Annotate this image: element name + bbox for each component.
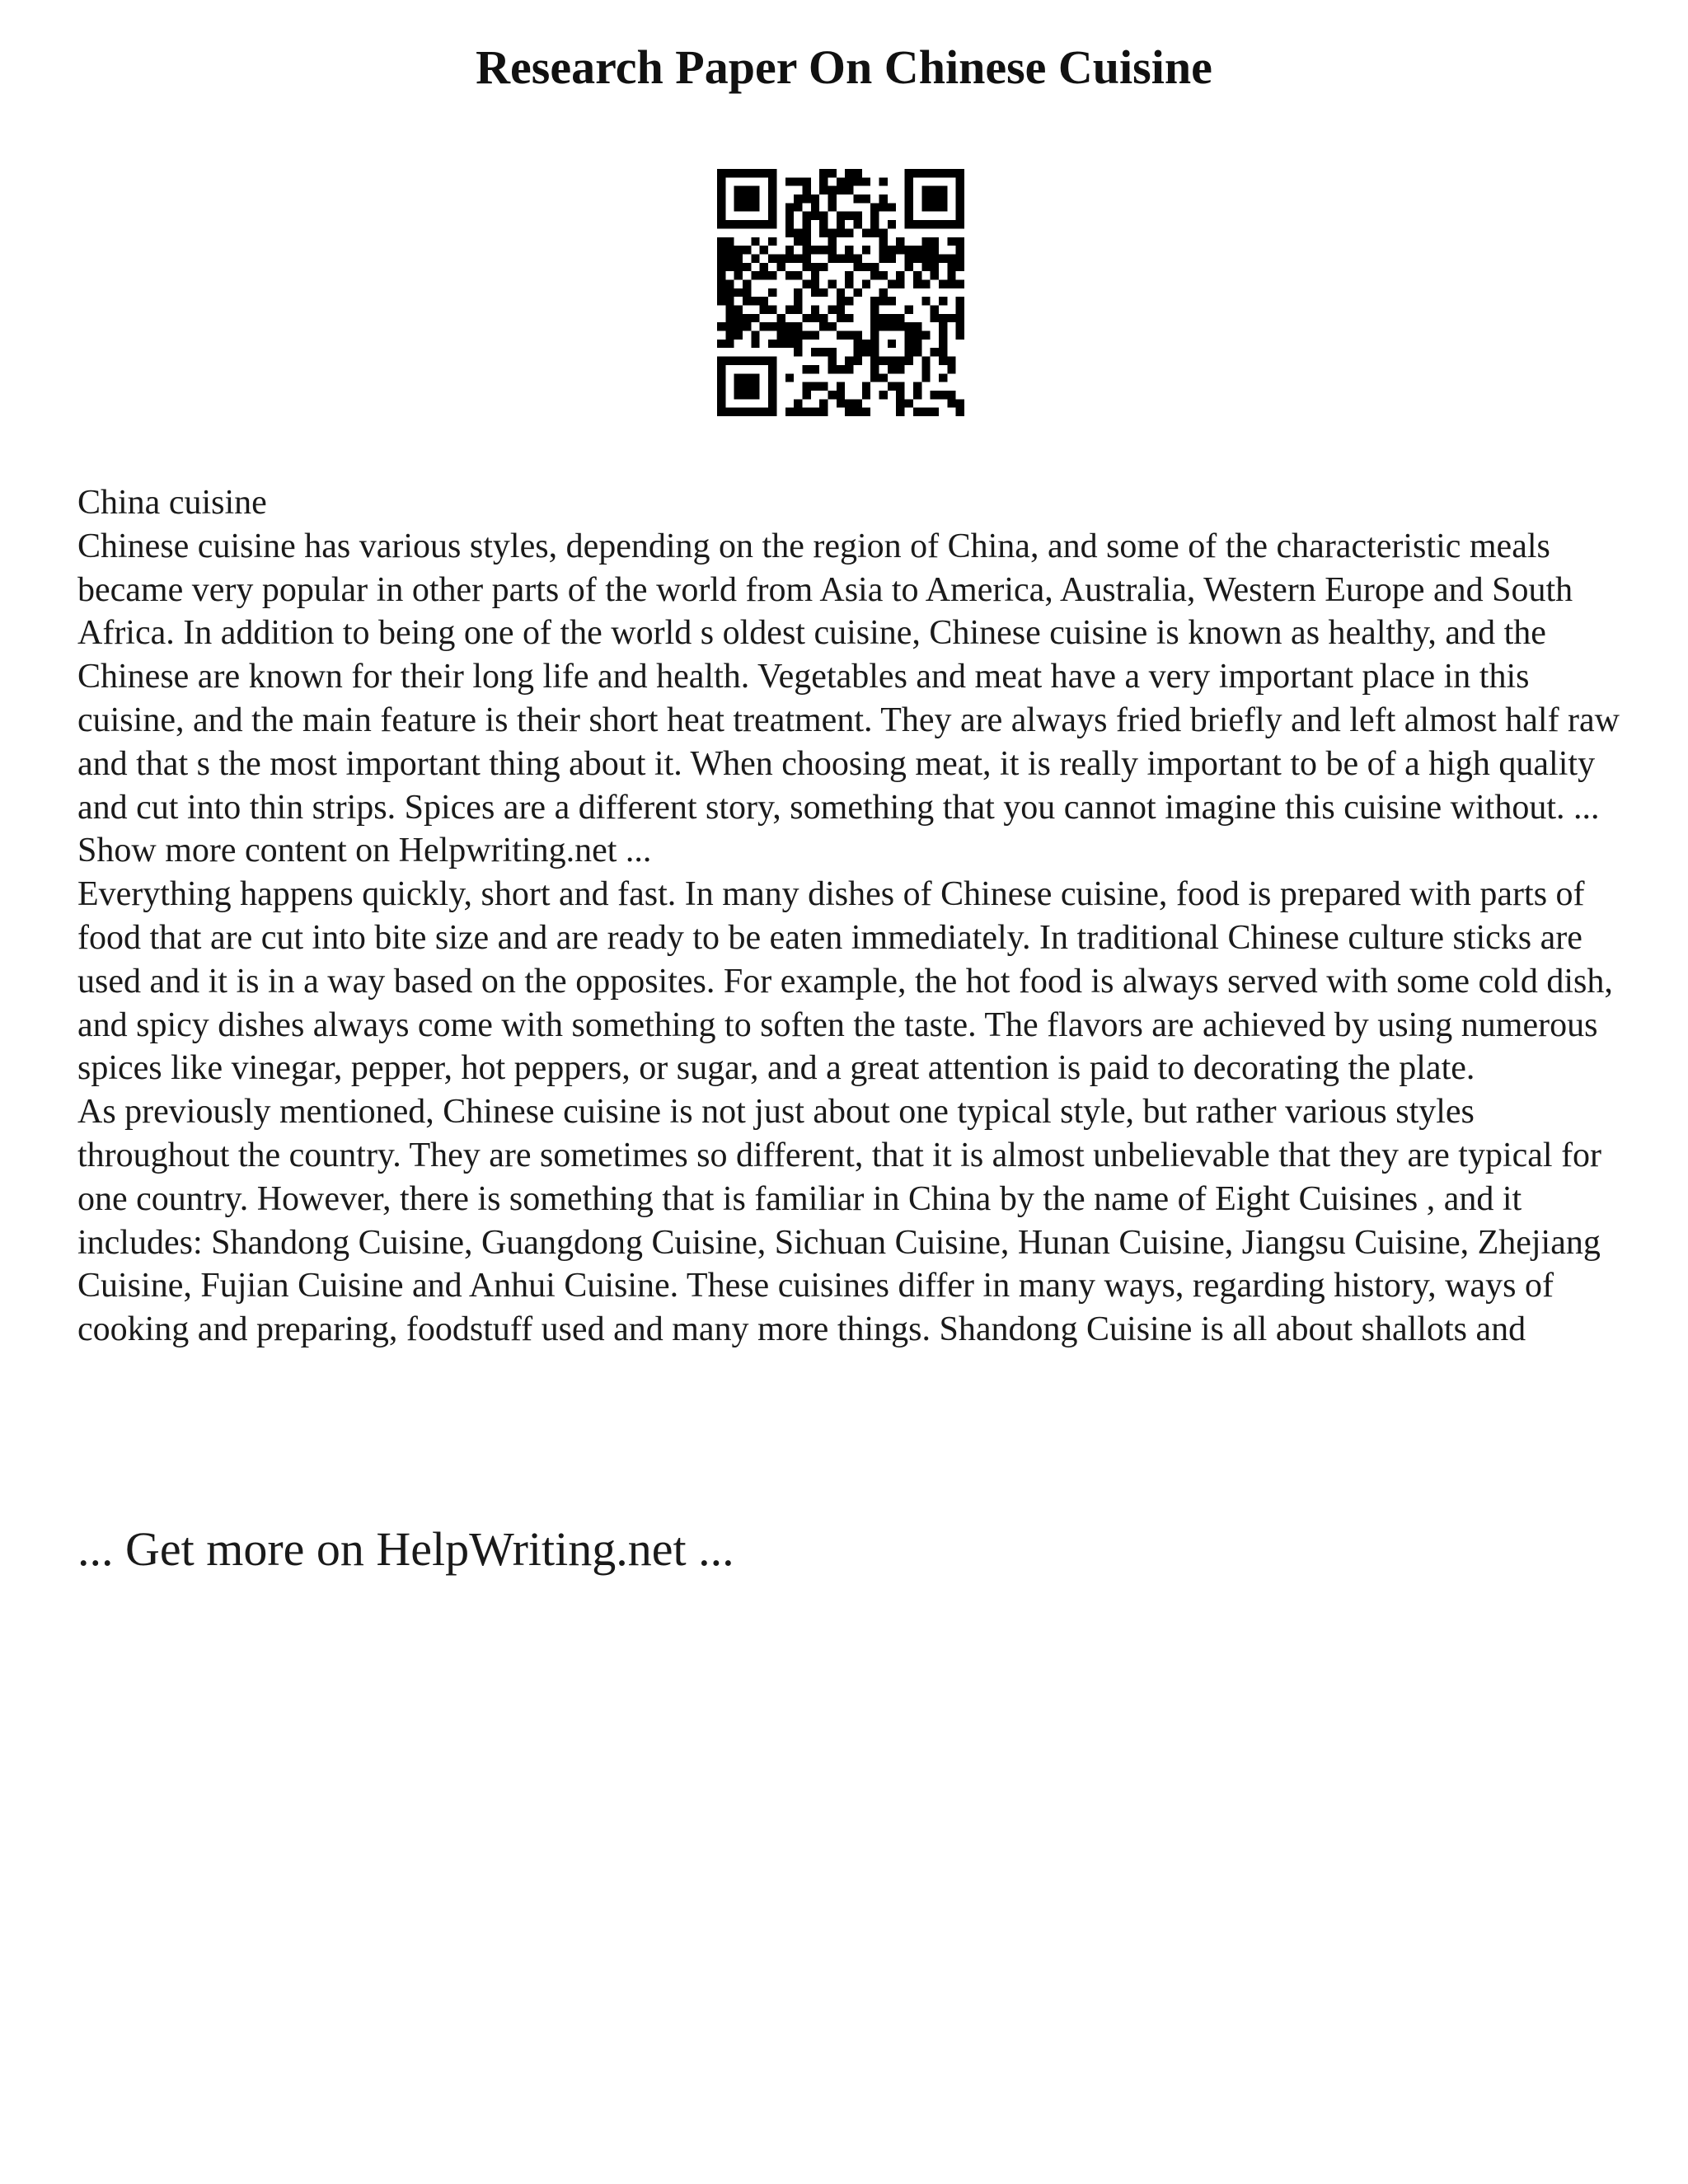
get-more-link[interactable]: ... Get more on HelpWriting.net ... <box>77 1522 734 1576</box>
paragraph-2: Everything happens quickly, short and fast. In many dishes of Chinese cuisine, food is prepared with parts of food that are cut into bite size and are ready to be eaten immediately. In traditional Chinese culture sticks are used and it is in a way based on the opposites. For example, the hot food is always served with some cold dish, and spicy dishes always come with something to soften the taste. The flavors are achieved by using numerous spices like vinegar, pepper, hot peppers, or sugar, and a great attention is paid to decorating the plate. <box>77 875 1613 1088</box>
paragraph-1: Chinese cuisine has various styles, depending on the region of China, and some of the characteristic meals became very popular in other parts of the world from Asia to America, Australia, Western Europe and South Africa. In addition to being one of the world s oldest cuisine, Chinese cuisine is known as healthy, and the Chinese are known for their long life and health. Vegetables and meat have a very important place in this cuisine, and the main feature is their short heat treatment. They are always fried briefly and left almost half raw and that s the most important thing about it. When choosing meat, it is really important to be of a high quality and cut into thin strips. Spices are a different story, something that you cannot imagine this cuisine without. ... Show more content on Helpwriting.net ... <box>77 527 1620 870</box>
section-heading: China cuisine <box>77 484 267 522</box>
article-body <box>77 481 1627 1352</box>
page-title: Research Paper On Chinese Cuisine <box>476 40 1212 94</box>
qr-code-icon[interactable] <box>717 169 964 416</box>
paragraph-3: As previously mentioned, Chinese cuisine is not just about one typical style, but rather various styles throughout the country. They are sometimes so different, that it is almost unbelievable that they are typical for one country. However, there is something that is familiar in China by the name of Eight Cuisines , and it includes: Shandong Cuisine, Guangdong Cuisine, Sichuan Cuisine, Hunan Cuisine, Jiangsu Cuisine, Zhejiang Cuisine, Fujian Cuisine and Anhui Cuisine. These cuisines differ in many ways, regarding history, ways of cooking and preparing, foodstuff used and many more things. Shandong Cuisine is all about shallots and <box>77 1093 1602 1349</box>
